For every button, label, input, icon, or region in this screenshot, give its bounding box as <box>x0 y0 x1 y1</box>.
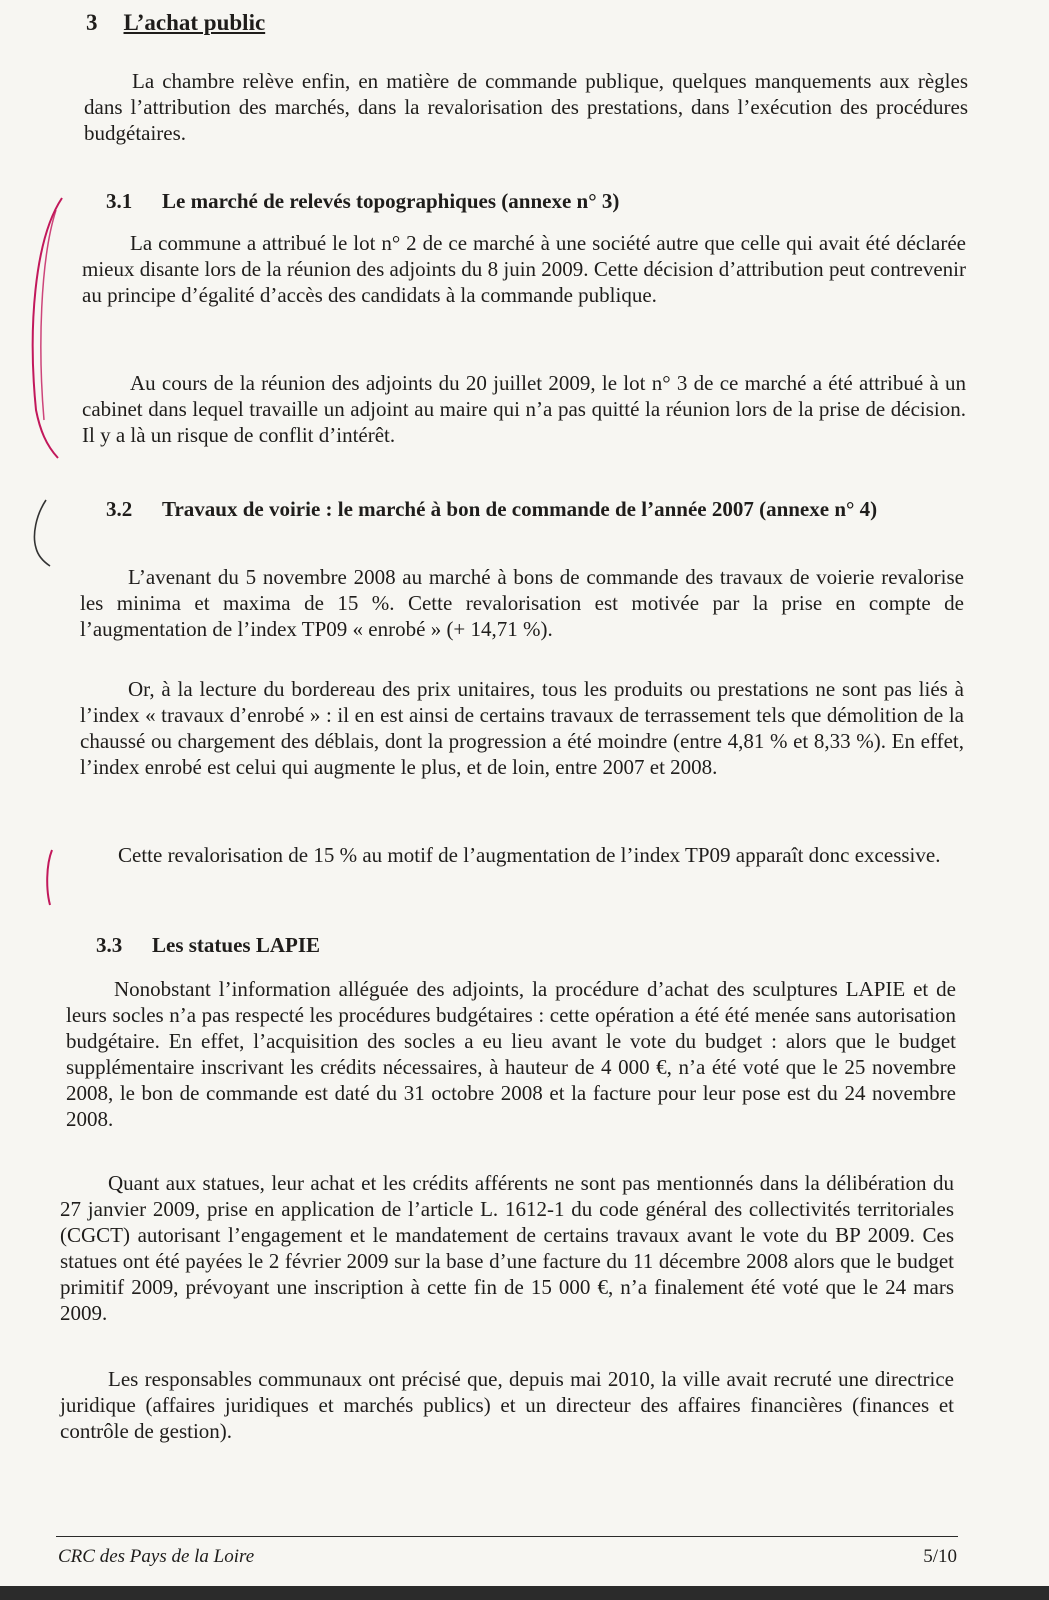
paragraph: Les responsables communaux ont précisé que, depuis mai 2010, la ville avait recruté une directrice juridique (affaires juridiques et marchés publics) et un directeur des affaires financières (finances et contrôle de gestion). <box>60 1367 954 1443</box>
subsection-heading-3-1 <box>106 188 966 214</box>
subsection-heading-3-3 <box>96 932 956 958</box>
footer-page-number: 5/10 <box>923 1546 957 1567</box>
margin-bracket-3-2-end <box>47 850 52 905</box>
section-intro-paragraph: La chambre relève enfin, en matière de commande publique, quelques manquements aux règles dans l’attribution des marchés, dans la revalorisation des prestations, dans l’exécution des procédures budgétaires. <box>84 69 968 145</box>
section-heading <box>86 10 265 36</box>
paragraph: Au cours de la réunion des adjoints du 20 juillet 2009, le lot n° 3 de ce marché a été attribué à un cabinet dans lequel travaille un adjoint au maire qui n’a pas quitté la réunion lors de la prise de décision. Il y a là un risque de conflit d’intérêt. <box>82 371 966 447</box>
margin-bracket-3-1-inner <box>41 210 56 420</box>
subsection-title: Le marché de relevés topographiques (annexe n° 3) <box>162 189 620 213</box>
paragraph: Cette revalorisation de 15 % au motif de l’augmentation de l’index TP09 apparaît donc excessive. <box>118 843 941 867</box>
footer-rule <box>56 1536 958 1537</box>
subsection-number: 3.3 <box>96 933 123 957</box>
paragraph: L’avenant du 5 novembre 2008 au marché à bons de commande des travaux de voierie revalorise les minima et maxima de 15 %. Cette revalorisation est motivée par la prise en compte de l’augmentation de l’index TP09 « enrobé » (+ 14,71 %). <box>80 565 964 641</box>
subsection-heading-3-2 <box>106 496 966 522</box>
paragraph: Quant aux statues, leur achat et les crédits afférents ne sont pas mentionnés dans la délibération du 27 janvier 2009, prise en application de l’article L. 1612-1 du code général des collectivités territoriales (CGCT) autorisant l’engagement et le mandatement de certains travaux avant le vote du BP 2009. Ces statues ont été payées le 2 février 2009 sur la base d’une facture du 11 décembre 2008 alors que le budget primitif 2009, prévoyant une inscription à cette fin de 15 000 €, n’a finalement été voté que le 24 mars 2009. <box>60 1171 954 1325</box>
margin-bracket-3-2 <box>34 500 50 566</box>
subsection-number: 3.1 <box>106 189 133 213</box>
paragraph: Nonobstant l’information alléguée des adjoints, la procédure d’achat des sculptures LAPIE et de leurs socles n’a pas respecté les procédures budgétaires : cette opération a été été menée sans autorisation budgétaire. En effet, l’acquisition des socles a eu lieu avant le vote du budget : alors que le budget supplémentaire inscrivant les crédits nécessaires, à hauteur de 4 000 €, n’a été voté que le 25 novembre 2008, le bon de commande est daté du 31 octobre 2008 et la facture pour leur pose est du 24 novembre 2008. <box>66 977 956 1131</box>
section-title: L’achat public <box>123 10 266 35</box>
scan-bottom-band <box>0 1586 1049 1600</box>
section-number: 3 <box>86 10 98 35</box>
footer-organization: CRC des Pays de la Loire <box>58 1546 255 1567</box>
paragraph: La commune a attribué le lot n° 2 de ce marché à une société autre que celle qui avait été déclarée mieux disante lors de la réunion des adjoints du 8 juin 2009. Cette décision d’attribution peut contrevenir au principe d’égalité d’accès des candidats à la commande publique. <box>82 231 966 307</box>
subsection-title: Travaux de voirie : le marché à bon de commande de l’année 2007 (annexe n° 4) <box>162 497 878 521</box>
margin-bracket-3-1 <box>33 198 62 458</box>
paragraph: Or, à la lecture du bordereau des prix unitaires, tous les produits ou prestations ne sont pas liés à l’index « travaux d’enrobé » : il en est ainsi de certains travaux de terrassement tels que démolition de la chaussé ou chargement des déblais, dont la progression a été moindre (entre 4,81 % et 8,33 %). En effet, l’index enrobé est celui qui augmente le plus, et de loin, entre 2007 et 2008. <box>80 677 964 779</box>
subsection-title: Les statues LAPIE <box>152 933 321 957</box>
subsection-number: 3.2 <box>106 497 133 521</box>
